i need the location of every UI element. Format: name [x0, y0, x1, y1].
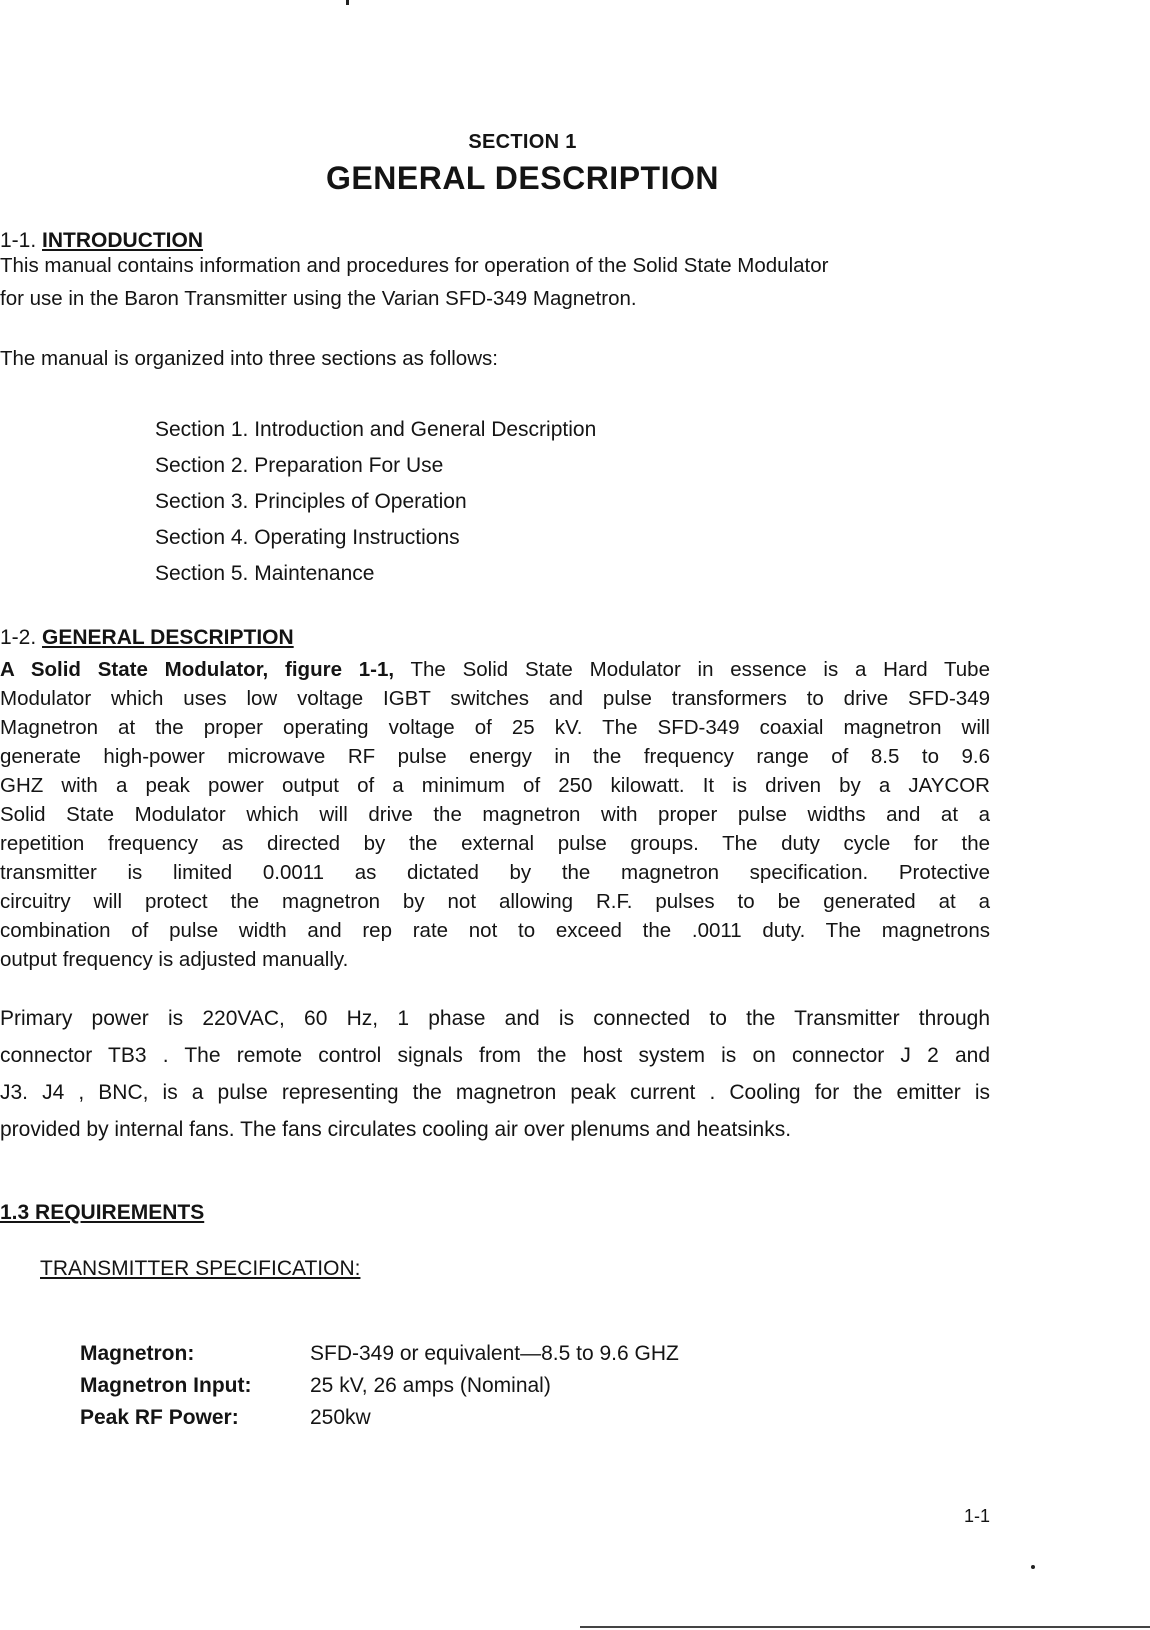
- scan-rule: [580, 1626, 1150, 1628]
- power-line: provided by internal fans. The fans circulates cooling air over plenums and heatsinks.: [0, 1118, 792, 1141]
- organized-sentence: The manual is organized into three sections as follows:: [0, 347, 498, 370]
- general-line: combination of pulse width and rep rate not to exceed the .0011 duty. The magnetrons: [0, 919, 990, 942]
- scan-mark: [346, 0, 349, 5]
- requirements-heading: 1.3 REQUIREMENTS: [0, 1201, 205, 1224]
- lead-bold-text: A Solid State Modulator, figure 1-1,: [0, 658, 395, 681]
- spec-row: [80, 1370, 679, 1402]
- spec-row: [80, 1338, 679, 1370]
- general-line: transmitter is limited 0.0011 as dictated by the magnetron specification. Protective: [0, 861, 990, 884]
- general-line: circuitry will protect the magnetron by not allowing R.F. pulses to be generated at a: [0, 890, 990, 913]
- general-number: 1-2.: [0, 626, 37, 649]
- general-line: output frequency is adjusted manually.: [0, 948, 349, 971]
- section-label: SECTION 1: [468, 131, 577, 153]
- spec-value: SFD-349 or equivalent—8.5 to 9.6 GHZ: [310, 1342, 679, 1365]
- general-line: A Solid State Modulator, figure 1-1, The Solid State Modulator in essence is a Hard Tube: [0, 658, 990, 681]
- general-line: Magnetron at the proper operating voltage of 25 kV. The SFD-349 coaxial magnetron will: [0, 716, 990, 739]
- intro-line: for use in the Baron Transmitter using the Varian SFD-349 Magnetron.: [0, 287, 637, 310]
- general-heading-text: GENERAL DESCRIPTION: [42, 626, 294, 649]
- scan-dot: [1031, 1565, 1035, 1569]
- spec-label: Peak RF Power:: [80, 1406, 239, 1429]
- intro-number: 1-1.: [0, 229, 37, 252]
- power-line: Primary power is 220VAC, 60 Hz, 1 phase and is connected to the Transmitter through: [0, 1007, 990, 1030]
- power-line: J3. J4 , BNC, is a pulse representing the magnetron peak current . Cooling for the emitter is: [0, 1081, 990, 1104]
- list-item: Section 1. Introduction and General Description: [155, 418, 597, 441]
- section-list: [155, 412, 596, 592]
- general-heading: [0, 626, 294, 650]
- intro-heading-text: INTRODUCTION: [42, 229, 204, 252]
- spec-row: [80, 1402, 679, 1434]
- list-item: Section 3. Principles of Operation: [155, 490, 467, 513]
- page-title: GENERAL DESCRIPTION: [326, 160, 719, 196]
- spec-subheading: TRANSMITTER SPECIFICATION:: [40, 1257, 361, 1280]
- spec-label: Magnetron:: [80, 1342, 195, 1365]
- intro-line: This manual contains information and procedures for operation of the Solid State Modulator: [0, 254, 829, 277]
- general-line: Modulator which uses low voltage IGBT switches and pulse transformers to drive SFD-349: [0, 687, 990, 710]
- general-line: generate high-power microwave RF pulse energy in the frequency range of 8.5 to 9.6: [0, 745, 990, 768]
- intro-paragraph: [0, 249, 990, 315]
- general-paragraph: [0, 655, 990, 974]
- spec-value: 25 kV, 26 amps (Nominal): [310, 1374, 551, 1397]
- page-number: 1-1: [964, 1506, 991, 1526]
- list-item: Section 4. Operating Instructions: [155, 526, 460, 549]
- general-line: GHZ with a peak power output of a minimum of 250 kilowatt. It is driven by a JAYCOR: [0, 774, 990, 797]
- general-line: Solid State Modulator which will drive the magnetron with proper pulse widths and at a: [0, 803, 990, 826]
- list-item: Section 5. Maintenance: [155, 562, 375, 585]
- power-line: connector TB3 . The remote control signals from the host system is on connector J 2 and: [0, 1044, 990, 1067]
- list-item: Section 2. Preparation For Use: [155, 454, 444, 477]
- spec-label: Magnetron Input:: [80, 1374, 252, 1397]
- spec-table: [80, 1338, 679, 1434]
- spec-value: 250kw: [310, 1406, 371, 1429]
- general-line: repetition frequency as directed by the external pulse groups. The duty cycle for the: [0, 832, 990, 855]
- power-paragraph: [0, 1000, 990, 1148]
